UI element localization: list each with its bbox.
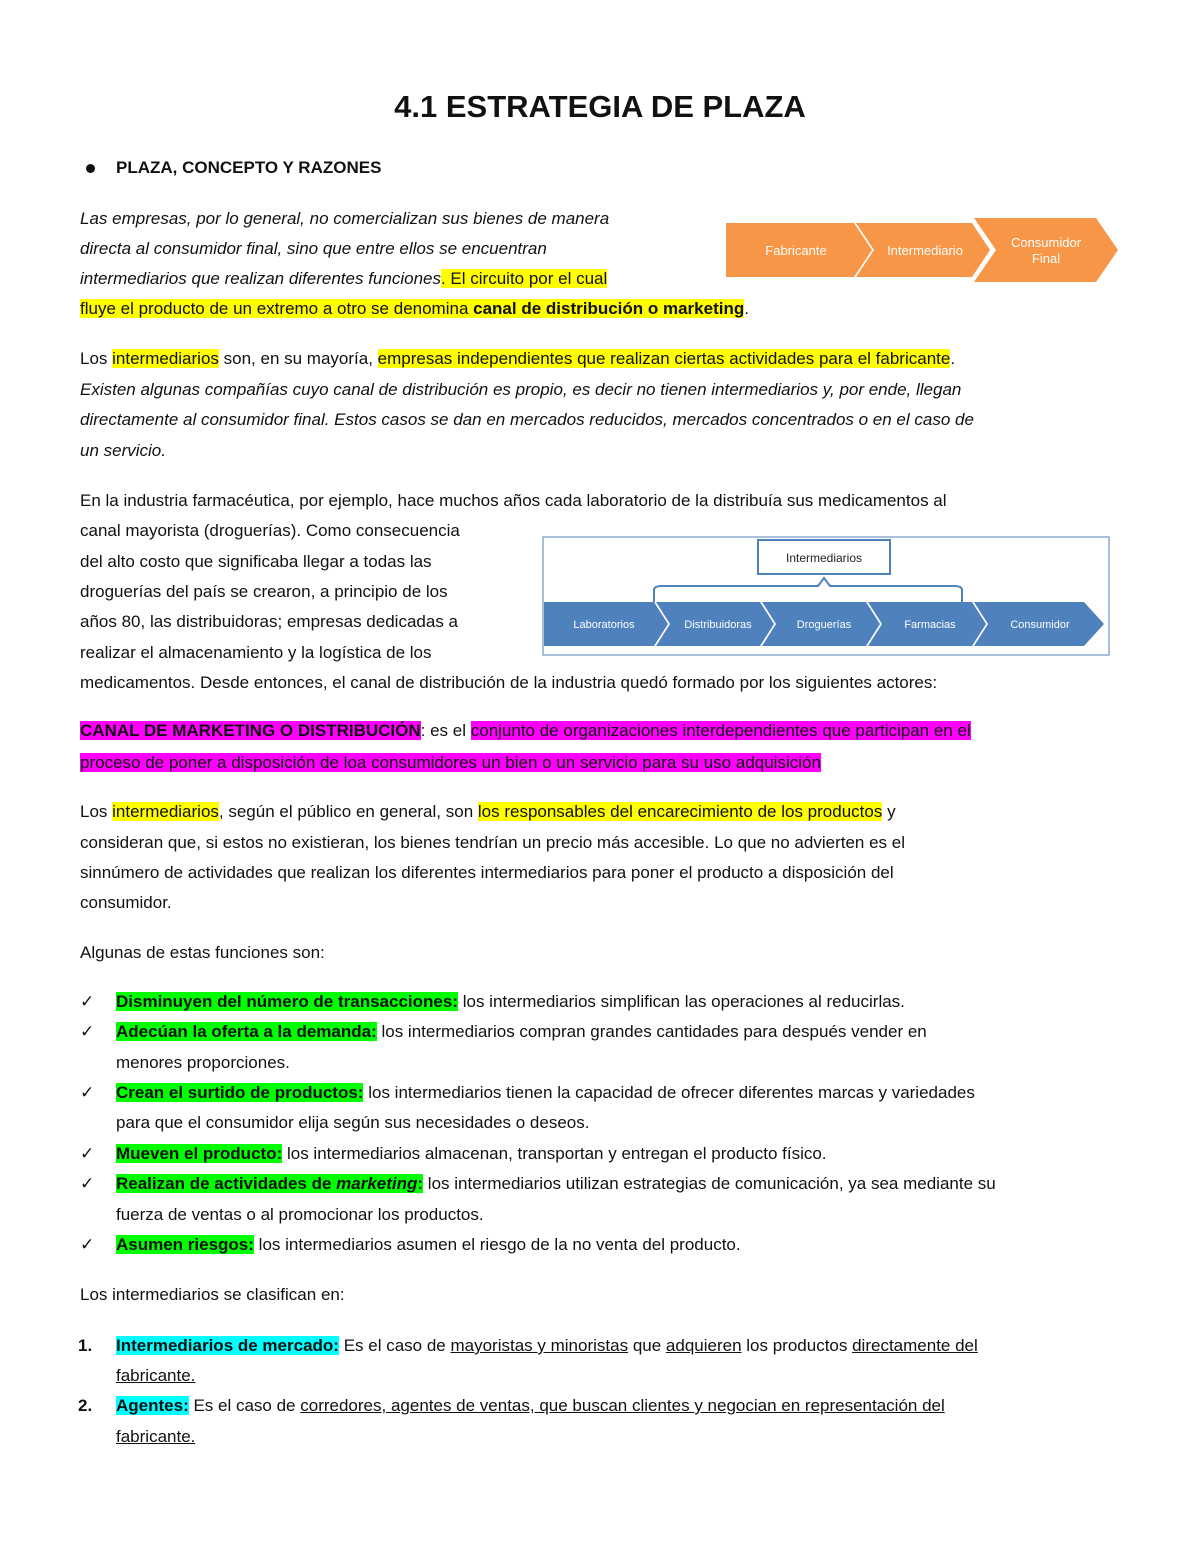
class-item-2-cont: fabricante. <box>116 1427 196 1446</box>
p3-line7: medicamentos. Desde entonces, el canal de distribución de la industria quedó formado por los siguientes actores: <box>80 673 938 692</box>
diagram1-label-final: Final <box>1031 251 1061 266</box>
function-label: Adecúan la oferta a la demanda: <box>116 1022 377 1041</box>
diagram2-label-farmacias: Farmacias <box>904 619 956 631</box>
p2-text-c: son, en su mayoría, <box>218 349 378 368</box>
class-underlined: corredores, agentes de ventas, que buscan clientes y negocian en representación del <box>300 1396 945 1415</box>
check-icon: ✓ <box>80 1174 95 1193</box>
function-item-6 <box>116 1234 741 1256</box>
p2-line3: directamente al consumidor final. Estos casos se dan en mercados reducidos, mercados concentrados o en el caso de <box>80 410 974 429</box>
p4-text-e: y <box>882 802 896 821</box>
function-item-5 <box>116 1173 996 1195</box>
diagram2-bracket <box>654 578 962 602</box>
p1-line4-end: . <box>744 299 749 318</box>
p4-text-a: Los <box>80 802 113 821</box>
check-icon: ✓ <box>80 1083 95 1102</box>
diagram1-label-fabricante: Fabricante <box>765 243 827 258</box>
p1-line4-highlight: fluye el producto de un extremo a otro se denomina <box>80 299 474 318</box>
function-label-italic: marketing <box>336 1174 418 1193</box>
function-label: Disminuyen del número de transacciones: <box>116 992 458 1011</box>
p1-line3-highlight: . El circuito por el cual <box>440 269 608 288</box>
diagram2-step-farmacias <box>868 602 986 646</box>
diagram1-step-intermediario <box>856 223 990 277</box>
p3-line2: canal mayorista (droguerías). Como consecuencia <box>80 521 460 540</box>
p2-text-a: Los <box>80 349 113 368</box>
p1-line3-text: intermediarios que realizan diferentes funciones <box>80 269 441 288</box>
diagram1-label-consumidor: Consumidor <box>1010 235 1082 250</box>
diagram2-step-consumidor <box>974 602 1104 646</box>
class-text: Es el caso de <box>338 1336 451 1355</box>
definition-text-2: proceso de poner a disposición de loa consumidores un bien o un servicio para su uso adquisición <box>80 753 821 772</box>
p4-text-c: , según el público en general, son <box>218 802 478 821</box>
function-label: Crean el surtido de productos: <box>116 1083 364 1102</box>
check-icon: ✓ <box>80 1235 95 1254</box>
check-icon: ✓ <box>80 1022 95 1041</box>
function-item-1 <box>116 991 905 1013</box>
p1-line4 <box>80 298 749 320</box>
p2-intermediarios: intermediarios <box>112 349 219 368</box>
function-text: los intermediarios utilizan estrategias de comunicación, ya sea mediante su <box>423 1174 996 1193</box>
function-item-2-cont: menores proporciones. <box>116 1053 290 1072</box>
list-number: 2. <box>78 1396 93 1415</box>
class-underlined: directamente del <box>852 1336 978 1355</box>
p3-line5: años 80, las distribuidoras; empresas dedicadas a <box>80 612 458 631</box>
p1-line2: directa al consumidor final, sino que entre ellos se encuentran <box>80 239 547 258</box>
p4-intermediarios: intermediarios <box>112 802 219 821</box>
function-label: Asumen riesgos: <box>116 1235 254 1254</box>
p2-line2: Existen algunas compañías cuyo canal de distribución es propio, es decir no tienen intermediarios y, por ende, llegan <box>80 380 962 399</box>
function-label-end: : <box>417 1174 424 1193</box>
pharma-channel-diagram <box>542 536 1110 656</box>
p3-line4: droguerías del país se crearon, a principio de los <box>80 582 448 601</box>
p2-highlight: empresas independientes que realizan ciertas actividades para el fabricante <box>377 349 951 368</box>
function-label-text: Realizan de actividades de <box>116 1174 337 1193</box>
diagram1-label-intermediario: Intermediario <box>887 243 963 258</box>
check-icon: ✓ <box>80 1144 95 1163</box>
p4-line1 <box>80 801 896 823</box>
p2-line1 <box>80 348 955 370</box>
class-text: Es el caso de <box>188 1396 301 1415</box>
check-icon: ✓ <box>80 992 95 1011</box>
p2-line4: un servicio. <box>80 441 166 460</box>
diagram2-top-label: Intermediarios <box>785 551 863 565</box>
function-label: Mueven el producto: <box>116 1144 283 1163</box>
classify-intro: Los intermediarios se clasifican en: <box>80 1285 345 1304</box>
p3-line1: En la industria farmacéutica, por ejemplo, hace muchos años cada laboratorio de la distribuía sus medicamentos al <box>80 491 947 510</box>
class-underlined: mayoristas y minoristas <box>450 1336 629 1355</box>
bullet-icon <box>86 164 95 173</box>
function-item-5-cont: fuerza de ventas o al promocionar los productos. <box>116 1205 484 1224</box>
definition-line1 <box>80 720 971 742</box>
class-item-2 <box>116 1395 945 1417</box>
chevron-shape <box>974 218 1118 282</box>
diagram2-label-droguerias: Droguerías <box>796 619 852 631</box>
p2-text-e: . <box>950 349 956 368</box>
function-item-3 <box>116 1082 975 1104</box>
definition-term: CANAL DE MARKETING O DISTRIBUCIÓN <box>80 721 421 740</box>
page-title: 4.1 ESTRATEGIA DE PLAZA <box>394 89 806 124</box>
p1-canal-term: canal de distribución o marketing <box>473 299 745 318</box>
class-underlined: adquieren <box>665 1336 742 1355</box>
function-item-2 <box>116 1021 927 1043</box>
class-label: Agentes: <box>116 1396 189 1415</box>
class-text: que <box>628 1336 666 1355</box>
p3-line3: del alto costo que significaba llegar a todas las <box>80 552 432 571</box>
function-text: los intermediarios compran grandes cantidades para después vender en <box>376 1022 927 1041</box>
diagram2-step-droguerias <box>762 602 880 646</box>
class-item-1-cont: fabricante. <box>116 1366 196 1385</box>
p4-line3: sinnúmero de actividades que realizan los diferentes intermediarios para poner el producto a disposición del <box>80 863 894 882</box>
list-number: 1. <box>78 1336 93 1355</box>
diagram2-label-distribuidoras: Distribuidoras <box>684 619 752 631</box>
diagram1-step-fabricante <box>726 223 872 277</box>
diagram2-label-laboratorios: Laboratorios <box>573 619 635 631</box>
p4-highlight: los responsables del encarecimiento de los productos <box>477 802 883 821</box>
definition-text-1: conjunto de organizaciones interdependientes que participan en el <box>470 721 971 740</box>
p3-line6: realizar el almacenamiento y la logística de los <box>80 643 432 662</box>
diagram2-label-consumidor: Consumidor <box>1010 619 1070 631</box>
distribution-chain-diagram <box>722 218 1122 284</box>
function-item-4 <box>116 1143 827 1165</box>
definition-line2 <box>80 752 821 774</box>
p4-line2: consideran que, si estos no existieran, los bienes tendrían un precio más accesible. Lo que no advierten es el <box>80 833 905 852</box>
definition-sep: : es el <box>420 721 471 740</box>
diagram2-step-laboratorios <box>544 602 668 646</box>
functions-intro: Algunas de estas funciones son: <box>80 943 325 962</box>
diagram2-step-distribuidoras <box>656 602 774 646</box>
function-text: los intermediarios asumen el riesgo de la no venta del producto. <box>253 1235 741 1254</box>
p4-line4: consumidor. <box>80 893 172 912</box>
p1-line1: Las empresas, por lo general, no comercializan sus bienes de manera <box>80 209 610 228</box>
class-text: los productos <box>741 1336 853 1355</box>
function-text: los intermediarios tienen la capacidad de ofrecer diferentes marcas y variedades <box>363 1083 975 1102</box>
diagram1-step-consumidor <box>974 218 1118 282</box>
function-text: los intermediarios almacenan, transportan y entregan el producto físico. <box>282 1144 827 1163</box>
class-item-1 <box>116 1335 978 1357</box>
section-heading: PLAZA, CONCEPTO Y RAZONES <box>116 158 382 177</box>
class-label: Intermediarios de mercado: <box>116 1336 339 1355</box>
function-label <box>116 1174 423 1193</box>
p1-line3 <box>80 268 607 290</box>
function-text: los intermediarios simplifican las operaciones al reducirlas. <box>457 992 905 1011</box>
function-item-3-cont: para que el consumidor elija según sus necesidades o deseos. <box>116 1113 590 1132</box>
